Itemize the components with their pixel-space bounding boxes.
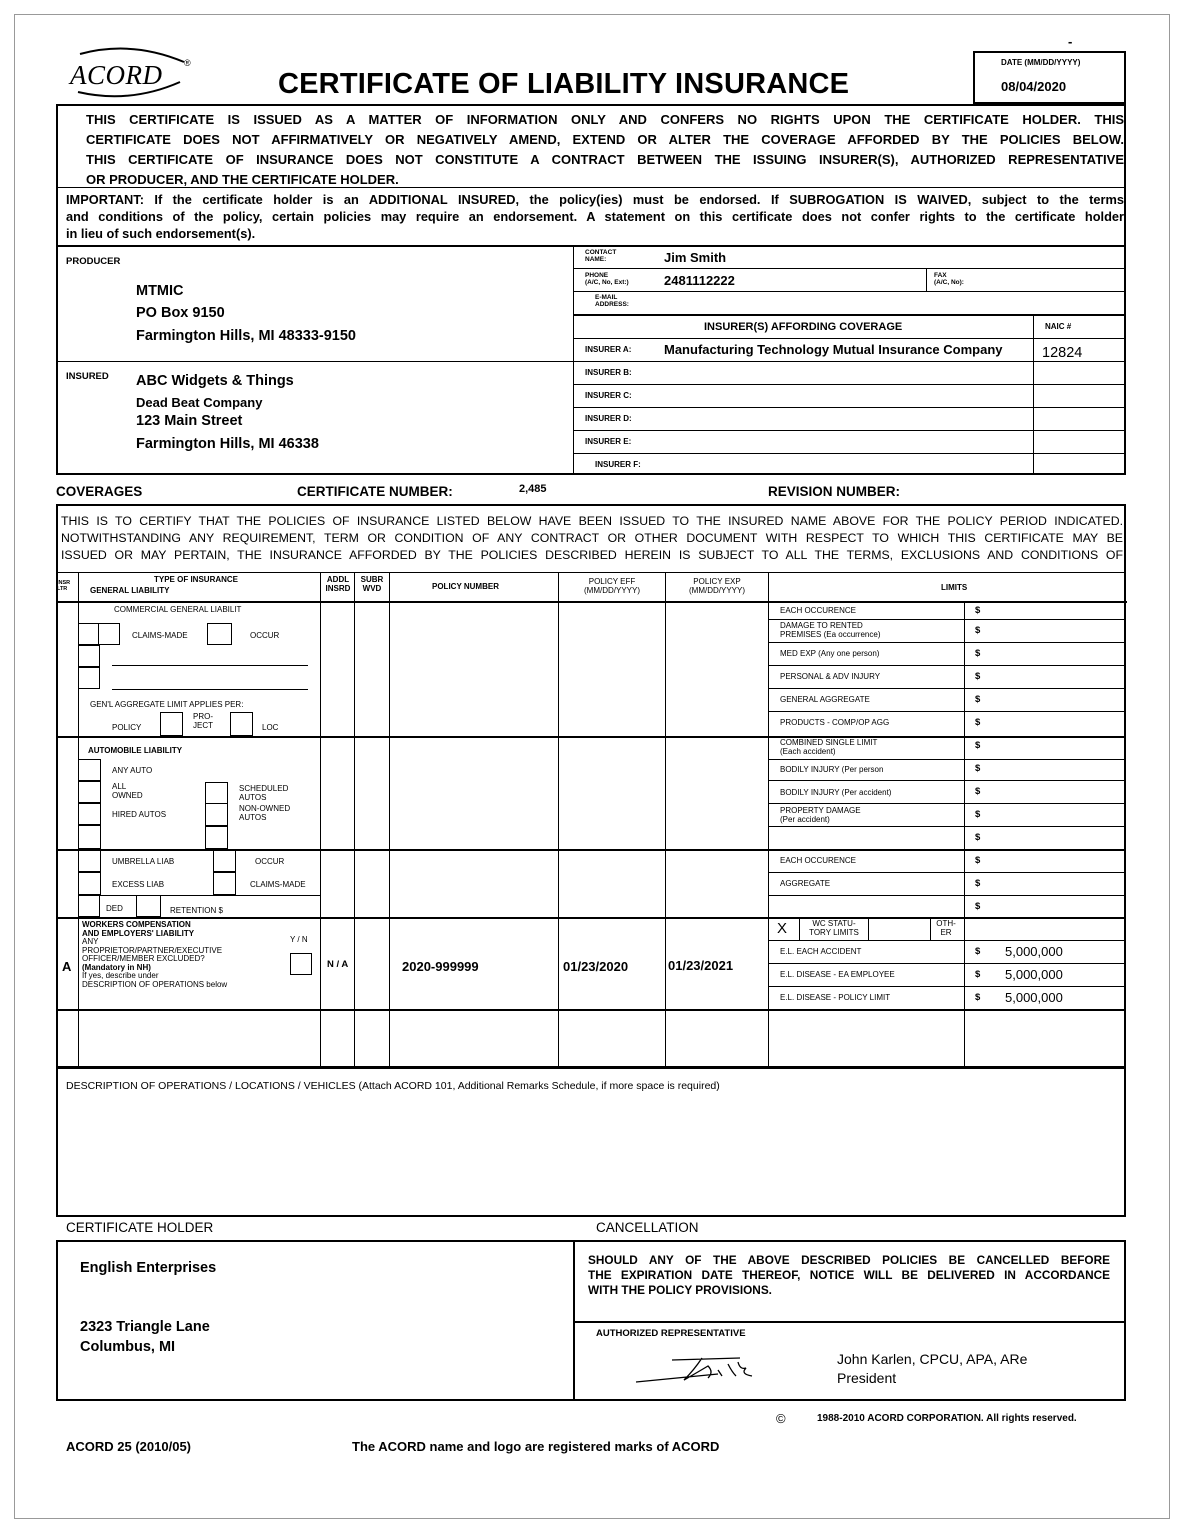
- policy-eff-header-2: (MM/DD/YYYY): [584, 586, 640, 595]
- policy-eff-header: [559, 577, 665, 595]
- insurer-a-label: INSURER A:: [585, 345, 632, 354]
- divider: [574, 338, 1125, 339]
- wc-limit-label: E.L. DISEASE - POLICY LIMIT: [780, 993, 891, 1002]
- subr-header-2: WVD: [362, 584, 382, 593]
- policy-exp-header-1: POLICY EXP: [693, 577, 741, 586]
- gl-limit-label: GENERAL AGGREGATE: [780, 695, 870, 704]
- scheduled-label-2: AUTOS: [239, 793, 267, 802]
- contact-phone: 2481112222: [664, 273, 735, 288]
- project-label-2: JECT: [193, 721, 213, 730]
- umbrella-claims-checkbox[interactable]: [213, 872, 236, 895]
- project-label: [190, 712, 216, 730]
- divider: [574, 453, 1125, 454]
- divider: [769, 826, 1125, 827]
- contact-name-label: [585, 249, 616, 263]
- non-owned-autos-label: [239, 804, 290, 822]
- producer-address2: Farmington Hills, MI 48333-9150: [136, 328, 356, 344]
- wc-policy-number: 2020-999999: [402, 959, 479, 974]
- divider: [769, 940, 1125, 941]
- contact-fax-label-2: (A/C, No):: [934, 279, 964, 286]
- wc-line: WORKERS COMPENSATION: [82, 920, 191, 929]
- divider: [868, 918, 869, 940]
- holder-address2: Columbus, MI: [80, 1339, 176, 1355]
- wc-other-label-2: ER: [940, 928, 952, 937]
- contact-name-label-2: NAME:: [585, 256, 607, 263]
- umbrella-checkbox[interactable]: [78, 850, 101, 872]
- holder-name: English Enterprises: [80, 1260, 217, 1276]
- certificate-number: 2,485: [519, 483, 547, 495]
- retention-checkbox[interactable]: [136, 895, 161, 917]
- policy-exp-header: [666, 577, 768, 595]
- cancellation-line: THE EXPIRATION DATE THEREOF, NOTICE WILL BE DELIVERED IN ACCORDANCE: [588, 1268, 1110, 1282]
- divider: [78, 895, 320, 896]
- gl-limit-label: EACH OCCURENCE: [780, 606, 857, 615]
- project-checkbox[interactable]: [230, 712, 253, 736]
- divider: [769, 895, 1125, 896]
- producer-label: PRODUCER: [66, 256, 121, 267]
- auto-limit-label-1: PROPERTY DAMAGE: [780, 806, 861, 815]
- notice-line: CERTIFICATE DOES NOT AFFIRMATIVELY OR NEGATIVELY AMEND, EXTEND OR ALTER THE COVERAGE AFFORDED BY THE POLICIES BELOW.: [86, 132, 1124, 147]
- gl-limit-label: MED EXP (Any one person): [780, 649, 880, 658]
- addl-header-1: ADDL: [326, 575, 350, 584]
- wc-insurer-letter: A: [62, 959, 72, 974]
- policy-exp-header-2: (MM/DD/YYYY): [689, 586, 745, 595]
- type-header: TYPE OF INSURANCE: [154, 575, 239, 584]
- claims-made-checkbox[interactable]: [98, 623, 120, 645]
- auto-other-checkbox[interactable]: [205, 826, 228, 849]
- divider: [769, 619, 1125, 620]
- auto-header: AUTOMOBILE LIABILITY: [88, 746, 183, 755]
- coverage-statement: [61, 513, 1123, 565]
- auto-dollar: $: [975, 786, 981, 797]
- divider: [769, 665, 1125, 666]
- producer-address1: PO Box 9150: [136, 305, 225, 321]
- naic-label: NAIC #: [1045, 322, 1072, 331]
- occur-checkbox[interactable]: [207, 623, 232, 645]
- divider: [769, 803, 1125, 804]
- umbrella-limit-label: EACH OCCURENCE: [780, 856, 857, 865]
- subr-header: [356, 575, 388, 593]
- retention-label: RETENTION $: [170, 906, 223, 915]
- date-value: 08/04/2020: [1001, 79, 1067, 94]
- insured-dba: Dead Beat Company: [136, 395, 263, 410]
- wc-yn-label: Y / N: [290, 935, 308, 944]
- umbrella-claims-label: CLAIMS-MADE: [250, 880, 306, 889]
- insurer-f-label: INSURER F:: [595, 460, 641, 469]
- gl-dollar: $: [975, 694, 981, 705]
- cgl-checkbox[interactable]: [78, 623, 99, 645]
- producer-name: MTMIC: [136, 283, 184, 299]
- cancellation-line: WITH THE POLICY PROVISIONS.: [588, 1283, 772, 1297]
- insured-name: ABC Widgets & Things: [136, 373, 294, 389]
- umbrella-dollar: $: [975, 855, 981, 866]
- insured-address2: Farmington Hills, MI 46338: [136, 436, 319, 452]
- divider: [574, 268, 1125, 269]
- copyright-text: 1988-2010 ACORD CORPORATION. All rights reserved.: [817, 1413, 1077, 1424]
- gl-dollar: $: [975, 625, 981, 636]
- contact-email-label: [595, 294, 629, 308]
- divider: [320, 573, 321, 1067]
- hired-autos-label: HIRED AUTOS: [112, 810, 167, 819]
- auto-limit-label: BODILY INJURY (Per accident): [780, 788, 892, 797]
- insurer-b-label: INSURER B:: [585, 368, 632, 377]
- form-number: ACORD 25 (2010/05): [66, 1439, 191, 1454]
- wc-line: DESCRIPTION OF OPERATIONS below: [82, 979, 228, 989]
- wc-dollar: $: [975, 992, 981, 1003]
- divider: [665, 573, 666, 1067]
- auto-dollar: $: [975, 809, 981, 820]
- divider: [769, 780, 1125, 781]
- divider: [57, 572, 1125, 573]
- cancellation-line: SHOULD ANY OF THE ABOVE DESCRIBED POLICIES BE CANCELLED BEFORE: [588, 1253, 1110, 1267]
- acord-marks: The ACORD name and logo are registered marks of ACORD: [352, 1439, 720, 1454]
- ded-label: DED: [106, 904, 123, 913]
- important-line: and conditions of the policy, certain policies may require an endorsement. A statement on this certificate does not confer rights to the certificate holder: [66, 209, 1124, 224]
- coverages-label: COVERAGES: [56, 484, 143, 499]
- subr-header-1: SUBR: [360, 575, 384, 584]
- auto-other-checkbox[interactable]: [78, 825, 101, 849]
- gl-limit-label: PRODUCTS - COMP/OP AGG: [780, 718, 890, 727]
- scheduled-autos-label: [239, 784, 288, 802]
- wc-line: PROPRIETOR/PARTNER/EXECUTIVE: [82, 945, 223, 955]
- non-owned-label-1: NON-OWNED: [239, 804, 291, 813]
- umbrella-dollar: $: [975, 878, 981, 889]
- divider: [574, 314, 1125, 316]
- divider: [769, 601, 1127, 602]
- contact-phone-label-1: PHONE: [585, 272, 609, 279]
- divider: [769, 688, 1125, 689]
- wc-line: ANY: [82, 937, 99, 946]
- all-owned-label-1: ALL: [112, 782, 127, 791]
- wc-other-label-1: OTH-: [936, 919, 956, 928]
- limits-header: LIMITS: [941, 583, 968, 592]
- date-label: DATE (MM/DD/YYYY): [1001, 58, 1081, 67]
- insr-header-2: LTR: [57, 586, 68, 592]
- contact-phone-label-2: (A/C, No, Ext:): [585, 279, 629, 286]
- policy-label: POLICY: [112, 723, 142, 732]
- wc-line: If yes, describe under: [82, 971, 159, 980]
- contact-email-label-1: E-MAIL: [595, 294, 618, 301]
- wc-dollar: $: [975, 946, 981, 957]
- divider: [769, 642, 1125, 643]
- auto-limit-label: [780, 738, 877, 756]
- wc-policy-eff: 01/23/2020: [563, 959, 629, 974]
- excess-label: EXCESS LIAB: [112, 880, 165, 889]
- umbrella-occur-checkbox[interactable]: [213, 850, 236, 872]
- gl-header: GENERAL LIABILITY: [90, 586, 170, 595]
- auto-dollar: $: [975, 763, 981, 774]
- ded-checkbox[interactable]: [78, 895, 100, 917]
- insurer-a-naic: 12824: [1042, 345, 1083, 360]
- statement-line: THIS IS TO CERTIFY THAT THE POLICIES OF INSURANCE LISTED BELOW HAVE BEEN ISSUED TO THE INSURED NAME ABOVE FOR THE POLICY PERIOD INDICATED.: [61, 514, 1123, 528]
- wc-statutory-label: [800, 919, 868, 937]
- wc-limit-label: E.L. DISEASE - EA EMPLOYEE: [780, 970, 895, 979]
- signature-icon: [628, 1350, 763, 1388]
- umbrella-label: UMBRELLA LIAB: [112, 857, 175, 866]
- auto-limit-label: [780, 806, 861, 824]
- gl-dollar: $: [975, 648, 981, 659]
- policy-checkbox[interactable]: [160, 712, 183, 736]
- project-label-1: PRO-: [193, 712, 213, 721]
- contact-fax-label-1: FAX: [934, 272, 947, 279]
- notice-line: OR PRODUCER, AND THE CERTIFICATE HOLDER.: [86, 172, 399, 187]
- divider: [574, 291, 1125, 292]
- divider: [769, 711, 1125, 712]
- scheduled-autos-checkbox[interactable]: [205, 782, 228, 804]
- policy-eff-header-1: POLICY EFF: [588, 577, 636, 586]
- wc-limit-value: 5,000,000: [1005, 944, 1063, 959]
- gl-limit-label-2: PREMISES (Ea occurrence): [780, 630, 881, 639]
- wc-addl-insrd: N / A: [327, 959, 349, 970]
- insured-address1: 123 Main Street: [136, 413, 243, 429]
- document-title: CERTIFICATE OF LIABILITY INSURANCE: [278, 68, 850, 100]
- gl-limit-label: PERSONAL & ADV INJURY: [780, 672, 881, 681]
- divider: [769, 872, 1125, 873]
- all-owned-checkbox[interactable]: [78, 781, 101, 803]
- gl-aggregate-label: GEN'L AGGREGATE LIMIT APPLIES PER:: [90, 700, 244, 709]
- divider: [768, 573, 769, 1067]
- cgl-label: COMMERCIAL GENERAL LIABILIT: [114, 605, 242, 614]
- gl-dollar: $: [975, 671, 981, 682]
- certificate-number-label: CERTIFICATE NUMBER:: [297, 484, 453, 499]
- wc-limit-value: 5,000,000: [1005, 967, 1063, 982]
- divider: [573, 246, 574, 474]
- copyright-icon: ©: [776, 1411, 786, 1426]
- excess-checkbox[interactable]: [78, 872, 101, 895]
- all-owned-label-2: OWNED: [112, 791, 143, 800]
- cancellation-text: [588, 1253, 1110, 1298]
- non-owned-label-2: AUTOS: [239, 813, 267, 822]
- insurer-a-name: Manufacturing Technology Mutual Insurance Company: [664, 342, 1003, 357]
- notice-line: THIS CERTIFICATE IS ISSUED AS A MATTER OF INFORMATION ONLY AND CONFERS NO RIGHTS UPON THE CERTIFICATE HOLDER. THIS: [86, 112, 1124, 127]
- wc-statutory-label-1: WC STATU-: [812, 919, 856, 928]
- authorized-rep-label: AUTHORIZED REPRESENTATIVE: [596, 1328, 746, 1339]
- divider: [354, 573, 355, 1067]
- important-line: IMPORTANT: If the certificate holder is an ADDITIONAL INSURED, the policy(ies) must be endorsed. If SUBROGATION IS WAIVED, subject to the terms: [66, 192, 1124, 207]
- divider: [574, 361, 1125, 362]
- holder-address1: 2323 Triangle Lane: [80, 1319, 210, 1335]
- addl-header-2: INSRD: [325, 584, 351, 593]
- wc-other-label: [931, 919, 961, 937]
- contact-email-label-2: ADDRESS:: [595, 301, 629, 308]
- insurer-d-label: INSURER D:: [585, 414, 632, 423]
- notice-line: THIS CERTIFICATE OF INSURANCE DOES NOT CONSTITUTE A CONTRACT BETWEEN THE ISSUING INSURER(S), AUTHORIZED REPRESENTATIVE: [86, 152, 1124, 167]
- wc-excluded-checkbox[interactable]: [290, 953, 312, 975]
- umbrella-dollar: $: [975, 901, 981, 912]
- insured-label: INSURED: [66, 371, 109, 382]
- divider: [56, 187, 1126, 188]
- gl-dollar: $: [975, 717, 981, 728]
- divider: [574, 384, 1125, 385]
- addl-header: [322, 575, 354, 593]
- gl-other-line: [112, 689, 308, 690]
- gl-limit-label: [780, 621, 880, 639]
- claims-made-label: CLAIMS-MADE: [132, 631, 188, 640]
- wc-line: (Mandatory in NH): [82, 962, 151, 972]
- policy-number-header: POLICY NUMBER: [432, 582, 499, 591]
- wc-description: [82, 921, 227, 989]
- divider: [57, 361, 573, 362]
- divider: [964, 602, 965, 1067]
- important-line: in lieu of such endorsement(s).: [66, 226, 256, 241]
- cancellation-label: CANCELLATION: [596, 1220, 699, 1235]
- authorized-rep-title: President: [837, 1370, 897, 1386]
- auto-dollar: $: [975, 740, 981, 751]
- acord-logo: [62, 44, 202, 102]
- revision-number-label: REVISION NUMBER:: [768, 484, 901, 499]
- statement-line: ISSUED OR MAY PERTAIN, THE INSURANCE AFFORDED BY THE POLICIES DESCRIBED HEREIN IS SUBJECT TO ALL THE TERMS, EXCLUSIONS AND CONDITIONS OF: [61, 548, 1123, 562]
- divider: [574, 407, 1125, 408]
- statement-line: NOTWITHSTANDING ANY REQUIREMENT, TERM OR CONDITION OF ANY CONTRACT OR OTHER DOCUMENT WITH RESPECT TO WHICH THIS CERTIFICATE MAY BE: [61, 531, 1123, 545]
- acord-logo-reg: ®: [184, 58, 191, 68]
- description-label: DESCRIPTION OF OPERATIONS / LOCATIONS / VEHICLES (Attach ACORD 101, Additional Remarks Schedule, if more space is required): [66, 1080, 720, 1092]
- divider: [558, 573, 559, 1067]
- notice-text: [86, 110, 1124, 190]
- wc-dollar: $: [975, 969, 981, 980]
- gl-other-checkbox[interactable]: [78, 645, 100, 667]
- auto-dollar: $: [975, 832, 981, 843]
- contact-fax-label: [934, 272, 964, 286]
- gl-limit-label-1: DAMAGE TO RENTED: [780, 621, 863, 630]
- insr-ltr-header: [57, 580, 70, 592]
- divider: [926, 268, 927, 291]
- umbrella-limit-label: AGGREGATE: [780, 879, 831, 888]
- wc-policy-exp: 01/23/2021: [668, 958, 734, 973]
- divider: [769, 986, 1125, 987]
- wc-limit-label: E.L. EACH ACCIDENT: [780, 947, 862, 956]
- auto-limit-label-2: (Per accident): [780, 815, 830, 824]
- any-auto-label: ANY AUTO: [112, 766, 153, 775]
- date-box: [973, 51, 1126, 104]
- divider: [389, 573, 390, 1067]
- divider: [769, 963, 1125, 964]
- contact-name: Jim Smith: [664, 250, 727, 265]
- acord-logo-text: ACORD: [70, 60, 163, 90]
- any-auto-checkbox[interactable]: [78, 759, 101, 781]
- scheduled-label-1: SCHEDULED: [239, 784, 289, 793]
- gl-dollar: $: [975, 605, 981, 616]
- divider: [769, 759, 1125, 760]
- gl-other-checkbox[interactable]: [78, 667, 100, 689]
- wc-statutory-x: X: [777, 920, 788, 937]
- divider: [574, 430, 1125, 431]
- contact-phone-label: [585, 272, 629, 286]
- non-owned-autos-checkbox[interactable]: [205, 803, 228, 826]
- contact-name-label-1: CONTACT: [585, 249, 617, 256]
- gl-other-line: [112, 665, 308, 666]
- hired-autos-checkbox[interactable]: [78, 803, 101, 825]
- wc-line: OFFICER/MEMBER EXCLUDED?: [82, 954, 205, 963]
- insr-header-1: INSR: [57, 580, 71, 586]
- divider: [1033, 315, 1034, 475]
- occur-label: OCCUR: [250, 631, 280, 640]
- divider: [574, 1321, 1125, 1323]
- insurers-header: INSURER(S) AFFORDING COVERAGE: [704, 321, 903, 333]
- authorized-rep-name: John Karlen, CPCU, APA, ARe: [837, 1351, 1028, 1367]
- auto-limit-label-2: (Each accident): [780, 747, 836, 756]
- insurer-c-label: INSURER C:: [585, 391, 632, 400]
- important-text: [66, 191, 1124, 242]
- wc-line: AND EMPLOYERS' LIABILITY: [82, 928, 195, 938]
- certificate-holder-label: CERTIFICATE HOLDER: [66, 1220, 214, 1235]
- auto-limit-label-1: COMBINED SINGLE LIMIT: [780, 738, 878, 747]
- insurer-e-label: INSURER E:: [585, 437, 632, 446]
- wc-limit-value: 5,000,000: [1005, 990, 1063, 1005]
- wc-statutory-label-2: TORY LIMITS: [809, 928, 859, 937]
- loc-label: LOC: [262, 723, 279, 732]
- all-owned-label: [112, 782, 143, 800]
- umbrella-occur-label: OCCUR: [255, 857, 285, 866]
- auto-limit-label: BODILY INJURY (Per person: [780, 765, 884, 774]
- date-dash: -: [1068, 34, 1073, 49]
